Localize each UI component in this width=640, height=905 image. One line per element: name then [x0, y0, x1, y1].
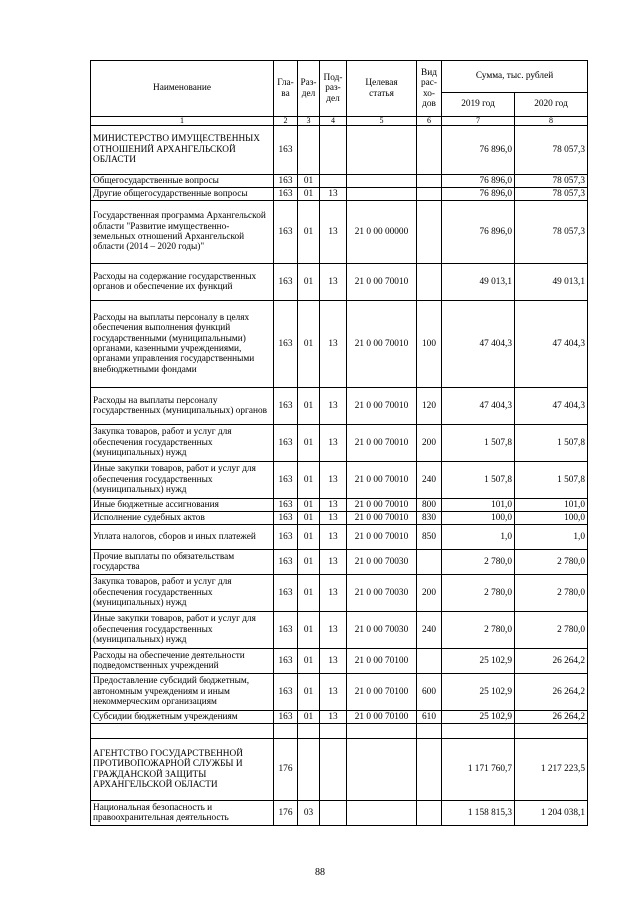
row-subsection [320, 739, 347, 801]
row-section: 01 [298, 512, 320, 525]
row-value-2020: 2 780,0 [515, 550, 588, 575]
row-target: 21 0 00 70010 [347, 499, 417, 512]
row-value-2019: 1 171 760,7 [442, 739, 515, 801]
row-chapter: 163 [274, 201, 298, 264]
row-type [417, 739, 442, 801]
row-subsection: 13 [320, 649, 347, 674]
row-subsection: 13 [320, 388, 347, 425]
row-value-2019: 2 780,0 [442, 612, 515, 649]
column-number: 5 [347, 117, 417, 126]
row-name: Расходы на содержание государственных органов и обеспечение их функций [91, 264, 274, 301]
row-target: 21 0 00 70030 [347, 575, 417, 612]
row-subsection: 13 [320, 512, 347, 525]
header-target-article: Целевая статья [347, 61, 417, 117]
page-number: 88 [315, 867, 325, 878]
header-name: Наименование [91, 61, 274, 117]
row-value-2020: 2 780,0 [515, 612, 588, 649]
row-name: АГЕНТСТВО ГОСУДАРСТВЕННОЙ ПРОТИВОПОЖАРНОЙ СЛУЖБЫ И ГРАЖДАНСКОЙ ЗАЩИТЫ АРХАНГЕЛЬСКОЙ ОБЛАСТИ [91, 739, 274, 801]
row-chapter: 163 [274, 175, 298, 188]
row-value-2020: 49 013,1 [515, 264, 588, 301]
row-section: 01 [298, 188, 320, 201]
row-subsection: 13 [320, 499, 347, 512]
row-value-2019: 76 896,0 [442, 126, 515, 175]
row-section [298, 739, 320, 801]
table-row [91, 201, 588, 264]
row-value-2020: 26 264,2 [515, 674, 588, 711]
budget-table [90, 60, 588, 826]
row-value-2019: 25 102,9 [442, 711, 515, 724]
row-section: 01 [298, 525, 320, 550]
row-value-2020: 1 217 223,5 [515, 739, 588, 801]
column-number: 4 [320, 117, 347, 126]
table-row [91, 175, 588, 188]
row-subsection: 13 [320, 462, 347, 499]
row-subsection: 13 [320, 550, 347, 575]
empty-row [91, 724, 588, 739]
table-row [91, 512, 588, 525]
row-name: Национальная безопасность и правоохранительная деятельность [91, 801, 274, 826]
row-chapter: 163 [274, 525, 298, 550]
row-chapter: 163 [274, 188, 298, 201]
row-chapter: 163 [274, 499, 298, 512]
row-name: Иные закупки товаров, работ и услуг для обеспечения государственных (муниципальных) нужд [91, 462, 274, 499]
row-section: 01 [298, 201, 320, 264]
row-target: 21 0 00 70100 [347, 674, 417, 711]
row-chapter: 163 [274, 462, 298, 499]
row-value-2019: 2 780,0 [442, 575, 515, 612]
table-row [91, 801, 588, 826]
row-name: Прочие выплаты по обязательствам государства [91, 550, 274, 575]
row-subsection: 13 [320, 264, 347, 301]
header-year-2020: 2020 год [515, 93, 588, 117]
row-chapter: 163 [274, 550, 298, 575]
row-value-2020: 101,0 [515, 499, 588, 512]
header-year-2019: 2019 год [442, 93, 515, 117]
row-name: Другие общегосударственные вопросы [91, 188, 274, 201]
row-target: 21 0 00 70010 [347, 264, 417, 301]
row-name: Исполнение судебных актов [91, 512, 274, 525]
row-value-2020: 1 507,8 [515, 462, 588, 499]
header-expense-type: Вид рас- хо- дов [417, 61, 442, 117]
row-chapter: 163 [274, 512, 298, 525]
row-value-2020: 100,0 [515, 512, 588, 525]
row-subsection: 13 [320, 575, 347, 612]
row-type: 850 [417, 525, 442, 550]
row-target: 21 0 00 70100 [347, 649, 417, 674]
row-chapter: 176 [274, 739, 298, 801]
row-target: 21 0 00 70010 [347, 462, 417, 499]
row-value-2019: 49 013,1 [442, 264, 515, 301]
row-name: Иные бюджетные ассигнования [91, 499, 274, 512]
row-name: Закупка товаров, работ и услуг для обеспечения государственных (муниципальных) нужд [91, 425, 274, 462]
row-value-2019: 1 158 815,3 [442, 801, 515, 826]
row-type [417, 188, 442, 201]
row-section: 01 [298, 499, 320, 512]
row-target [347, 126, 417, 175]
row-value-2020: 78 057,3 [515, 201, 588, 264]
row-type [417, 126, 442, 175]
row-value-2019: 1 507,8 [442, 462, 515, 499]
table-row [91, 550, 588, 575]
row-type [417, 801, 442, 826]
table-row [91, 264, 588, 301]
row-type: 200 [417, 425, 442, 462]
row-type: 100 [417, 301, 442, 388]
row-subsection: 13 [320, 188, 347, 201]
column-number: 6 [417, 117, 442, 126]
row-subsection [320, 175, 347, 188]
table-row [91, 301, 588, 388]
row-type [417, 264, 442, 301]
row-type: 600 [417, 674, 442, 711]
row-chapter: 163 [274, 649, 298, 674]
row-section: 01 [298, 612, 320, 649]
row-name: Общегосударственные вопросы [91, 175, 274, 188]
table-row [91, 711, 588, 724]
table-row [91, 525, 588, 550]
row-value-2020: 1 204 038,1 [515, 801, 588, 826]
row-name: Государственная программа Архангельской области "Развитие имущественно-земельных отношений Архангельской области (2014 – 2020 годы)" [91, 201, 274, 264]
row-section: 01 [298, 301, 320, 388]
row-section: 01 [298, 264, 320, 301]
row-type: 240 [417, 612, 442, 649]
table-row [91, 462, 588, 499]
column-numbers-row [91, 117, 588, 126]
row-subsection: 13 [320, 525, 347, 550]
row-target: 21 0 00 70010 [347, 301, 417, 388]
row-value-2019: 1,0 [442, 525, 515, 550]
row-subsection [320, 126, 347, 175]
row-subsection [320, 801, 347, 826]
row-chapter: 163 [274, 575, 298, 612]
column-number: 1 [91, 117, 274, 126]
row-section: 01 [298, 462, 320, 499]
row-value-2019: 1 507,8 [442, 425, 515, 462]
row-target: 21 0 00 70030 [347, 550, 417, 575]
row-value-2019: 2 780,0 [442, 550, 515, 575]
row-type [417, 175, 442, 188]
column-number: 3 [298, 117, 320, 126]
table-row [91, 188, 588, 201]
table-row [91, 674, 588, 711]
row-value-2020: 47 404,3 [515, 388, 588, 425]
row-type: 240 [417, 462, 442, 499]
row-target [347, 188, 417, 201]
column-number: 2 [274, 117, 298, 126]
row-name: Расходы на обеспечение деятельности подведомственных учреждений [91, 649, 274, 674]
row-target [347, 175, 417, 188]
column-number: 7 [442, 117, 515, 126]
column-number: 8 [515, 117, 588, 126]
row-value-2019: 47 404,3 [442, 301, 515, 388]
row-value-2020: 47 404,3 [515, 301, 588, 388]
row-name: Уплата налогов, сборов и иных платежей [91, 525, 274, 550]
row-target [347, 739, 417, 801]
row-target: 21 0 00 70100 [347, 711, 417, 724]
row-section: 01 [298, 175, 320, 188]
row-value-2020: 2 780,0 [515, 575, 588, 612]
row-subsection: 13 [320, 425, 347, 462]
row-target: 21 0 00 70010 [347, 512, 417, 525]
row-target: 21 0 00 70010 [347, 388, 417, 425]
row-type: 800 [417, 499, 442, 512]
table-row [91, 388, 588, 425]
row-name: Расходы на выплаты персоналу в целях обеспечения выполнения функций государственными (муниципальными) органами, казенными учреждениями, органами управления государственными внебюджетными фондами [91, 301, 274, 388]
row-name: МИНИСТЕРСТВО ИМУЩЕСТВЕННЫХ ОТНОШЕНИЙ АРХАНГЕЛЬСКОЙ ОБЛАСТИ [91, 126, 274, 175]
row-section: 01 [298, 674, 320, 711]
header-section: Раз- дел [298, 61, 320, 117]
row-value-2020: 78 057,3 [515, 175, 588, 188]
row-chapter: 163 [274, 126, 298, 175]
row-value-2019: 100,0 [442, 512, 515, 525]
table-row [91, 425, 588, 462]
row-target: 21 0 00 70010 [347, 525, 417, 550]
row-name: Закупка товаров, работ и услуг для обеспечения государственных (муниципальных) нужд [91, 575, 274, 612]
row-type: 200 [417, 575, 442, 612]
row-type: 830 [417, 512, 442, 525]
row-section: 01 [298, 550, 320, 575]
row-value-2019: 76 896,0 [442, 175, 515, 188]
row-type [417, 201, 442, 264]
table-row [91, 612, 588, 649]
row-value-2019: 25 102,9 [442, 674, 515, 711]
row-chapter: 163 [274, 388, 298, 425]
table-row [91, 739, 588, 801]
table-row [91, 575, 588, 612]
row-value-2019: 76 896,0 [442, 201, 515, 264]
table-row [91, 126, 588, 175]
row-chapter: 163 [274, 674, 298, 711]
row-value-2019: 101,0 [442, 499, 515, 512]
row-subsection: 13 [320, 711, 347, 724]
row-value-2020: 26 264,2 [515, 711, 588, 724]
row-chapter: 163 [274, 301, 298, 388]
row-type [417, 550, 442, 575]
row-section: 01 [298, 575, 320, 612]
header-chapter: Гла- ва [274, 61, 298, 117]
row-chapter: 163 [274, 264, 298, 301]
row-type [417, 649, 442, 674]
row-section: 01 [298, 425, 320, 462]
row-type: 610 [417, 711, 442, 724]
table-row [91, 499, 588, 512]
row-subsection: 13 [320, 201, 347, 264]
row-name: Предоставление субсидий бюджетным, автономным учреждениям и иным некоммерческим организациям [91, 674, 274, 711]
row-type: 120 [417, 388, 442, 425]
row-chapter: 176 [274, 801, 298, 826]
row-target: 21 0 00 70010 [347, 425, 417, 462]
row-value-2020: 26 264,2 [515, 649, 588, 674]
row-target: 21 0 00 70030 [347, 612, 417, 649]
row-value-2020: 1,0 [515, 525, 588, 550]
row-value-2019: 25 102,9 [442, 649, 515, 674]
row-name: Иные закупки товаров, работ и услуг для обеспечения государственных (муниципальных) нужд [91, 612, 274, 649]
row-section [298, 126, 320, 175]
row-chapter: 163 [274, 425, 298, 462]
header-sum: Сумма, тыс. рублей [442, 61, 588, 93]
row-chapter: 163 [274, 612, 298, 649]
row-subsection: 13 [320, 612, 347, 649]
row-value-2020: 78 057,3 [515, 126, 588, 175]
row-subsection: 13 [320, 301, 347, 388]
row-value-2019: 47 404,3 [442, 388, 515, 425]
row-subsection: 13 [320, 674, 347, 711]
row-name: Субсидии бюджетным учреждениям [91, 711, 274, 724]
row-target: 21 0 00 00000 [347, 201, 417, 264]
row-value-2019: 76 896,0 [442, 188, 515, 201]
row-value-2020: 78 057,3 [515, 188, 588, 201]
row-name: Расходы на выплаты персоналу государственных (муниципальных) органов [91, 388, 274, 425]
row-section: 01 [298, 711, 320, 724]
header-subsection: Под- раз- дел [320, 61, 347, 117]
row-section: 01 [298, 649, 320, 674]
row-target [347, 801, 417, 826]
row-value-2020: 1 507,8 [515, 425, 588, 462]
table-row [91, 649, 588, 674]
row-section: 03 [298, 801, 320, 826]
row-section: 01 [298, 388, 320, 425]
row-chapter: 163 [274, 711, 298, 724]
